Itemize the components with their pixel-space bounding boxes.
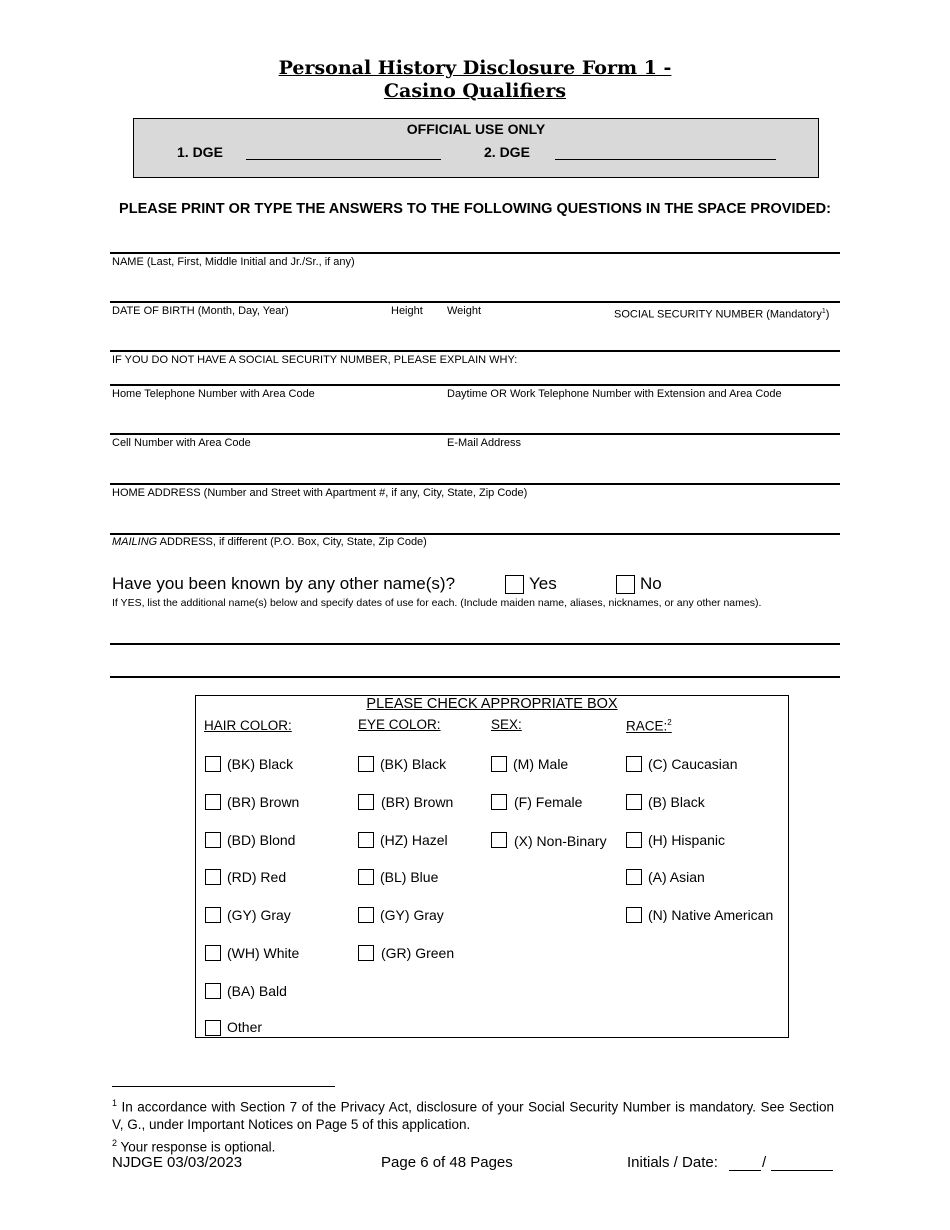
race-checkbox[interactable] bbox=[626, 869, 642, 885]
divider-line bbox=[110, 252, 840, 254]
initials-date-label: Initials / Date: bbox=[627, 1154, 718, 1171]
mailing-address-field[interactable] bbox=[112, 536, 427, 549]
form-title-line2: Casino Qualifiers bbox=[383, 80, 567, 102]
other-names-no-checkbox[interactable] bbox=[616, 575, 635, 594]
ssn-footnote-ref: 1 bbox=[821, 308, 826, 315]
race-header bbox=[626, 718, 672, 734]
page-number: Page 6 of 48 Pages bbox=[381, 1154, 513, 1171]
footnote-1-text: In accordance with Section 7 of the Privacy Act, disclosure of your Social Security Number is mandatory. See Section V, G., under Important Notices on Page 5 of this application. bbox=[112, 1099, 834, 1132]
work-phone-field[interactable]: Daytime OR Work Telephone Number with Extension and Area Code bbox=[447, 388, 782, 400]
eye-checkbox[interactable] bbox=[358, 794, 374, 810]
eye-option-label: (BL) Blue bbox=[380, 869, 439, 885]
hair-checkbox[interactable] bbox=[205, 794, 221, 810]
race-checkbox[interactable] bbox=[626, 832, 642, 848]
dob-field[interactable]: DATE OF BIRTH (Month, Day, Year) bbox=[112, 305, 289, 317]
hair-option-label: (GY) Gray bbox=[227, 907, 291, 923]
home-address-field[interactable]: HOME ADDRESS (Number and Street with Apartment #, if any, City, State, Zip Code) bbox=[112, 487, 528, 499]
other-names-line-1[interactable] bbox=[110, 643, 840, 645]
other-names-note: If YES, list the additional name(s) below and specify dates of use for each. (Include maiden name, aliases, nicknames, or any other names). bbox=[112, 597, 762, 609]
mailing-label: ADDRESS, if different (P.O. Box, City, State, Zip Code) bbox=[157, 536, 427, 548]
eye-option-label: (BR) Brown bbox=[381, 794, 454, 810]
hair-option-label: (RD) Red bbox=[227, 869, 287, 885]
hair-checkbox[interactable] bbox=[205, 832, 221, 848]
hair-option-label: Other bbox=[227, 1019, 263, 1035]
sex-option-label: (M) Male bbox=[513, 756, 569, 772]
sex-option-label: (F) Female bbox=[514, 794, 583, 810]
footnote-2 bbox=[112, 1135, 275, 1156]
sex-checkbox[interactable] bbox=[491, 794, 507, 810]
divider-line bbox=[110, 433, 840, 435]
ssn-label: SOCIAL SECURITY NUMBER (Mandatory bbox=[614, 308, 822, 321]
race-checkbox[interactable] bbox=[626, 907, 642, 923]
hair-option-label: (BA) Bald bbox=[227, 983, 287, 999]
hair-option-label: (WH) White bbox=[227, 945, 300, 961]
divider-line bbox=[110, 350, 840, 352]
initials-date-slash: / bbox=[762, 1154, 767, 1171]
race-header-label: RACE: bbox=[626, 718, 668, 734]
dge1-blank[interactable] bbox=[246, 159, 441, 160]
race-checkbox[interactable] bbox=[626, 756, 642, 772]
instructions: PLEASE PRINT OR TYPE THE ANSWERS TO THE FOLLOWING QUESTIONS IN THE SPACE PROVIDED: bbox=[119, 201, 831, 217]
race-option-label: (H) Hispanic bbox=[648, 832, 726, 848]
divider-line bbox=[110, 301, 840, 303]
hair-option-label: (BR) Brown bbox=[227, 794, 300, 810]
cell-phone-field[interactable]: Cell Number with Area Code bbox=[112, 437, 251, 449]
other-names-yes-checkbox[interactable] bbox=[505, 575, 524, 594]
race-option-label: (B) Black bbox=[648, 794, 705, 810]
ssn-label-close: ) bbox=[825, 308, 830, 321]
eye-checkbox[interactable] bbox=[358, 869, 374, 885]
dge1-label: 1. DGE bbox=[177, 144, 223, 160]
dge2-blank[interactable] bbox=[555, 159, 776, 160]
divider-line bbox=[110, 533, 840, 535]
sex-checkbox[interactable] bbox=[491, 832, 507, 848]
email-field[interactable]: E-Mail Address bbox=[447, 437, 521, 449]
eye-option-label: (HZ) Hazel bbox=[380, 832, 448, 848]
race-option-label: (C) Caucasian bbox=[648, 756, 738, 772]
eye-checkbox[interactable] bbox=[358, 832, 374, 848]
eye-checkbox[interactable] bbox=[358, 756, 374, 772]
initials-blank[interactable] bbox=[729, 1170, 761, 1171]
footnote-2-number: 2 bbox=[112, 1138, 118, 1148]
weight-field[interactable]: Weight bbox=[447, 305, 482, 317]
hair-option-label: (BD) Blond bbox=[227, 832, 296, 848]
date-blank[interactable] bbox=[771, 1170, 833, 1171]
eye-checkbox[interactable] bbox=[358, 945, 374, 961]
sex-option-label: (X) Non-Binary bbox=[514, 833, 607, 849]
hair-checkbox[interactable] bbox=[205, 907, 221, 923]
height-field[interactable]: Height bbox=[391, 305, 423, 317]
home-phone-field[interactable]: Home Telephone Number with Area Code bbox=[112, 388, 315, 400]
eye-option-label: (GY) Gray bbox=[380, 907, 444, 923]
official-use-heading: OFFICIAL USE ONLY bbox=[406, 121, 546, 137]
footnote-separator bbox=[112, 1086, 335, 1087]
hair-checkbox[interactable] bbox=[205, 983, 221, 999]
hair-checkbox[interactable] bbox=[205, 756, 221, 772]
divider-line bbox=[110, 483, 840, 485]
sex-header: SEX: bbox=[491, 717, 522, 732]
race-option-label: (N) Native American bbox=[648, 907, 774, 923]
hair-option-label: (BK) Black bbox=[227, 756, 294, 772]
appropriate-box-title: PLEASE CHECK APPROPRIATE BOX bbox=[366, 696, 618, 712]
name-field[interactable]: NAME (Last, First, Middle Initial and Jr./Sr., if any) bbox=[112, 256, 355, 268]
eye-option-label: (BK) Black bbox=[380, 756, 447, 772]
hair-checkbox[interactable] bbox=[205, 869, 221, 885]
hair-color-header: HAIR COLOR: bbox=[204, 718, 292, 733]
official-use-box bbox=[133, 118, 819, 178]
eye-checkbox[interactable] bbox=[358, 907, 374, 923]
form-id: NJDGE 03/03/2023 bbox=[112, 1154, 243, 1171]
eye-color-header: EYE COLOR: bbox=[358, 717, 441, 732]
dge2-label: 2. DGE bbox=[484, 144, 530, 160]
form-title-line1: Personal History Disclosure Form 1 - bbox=[278, 57, 672, 79]
other-names-no-label: No bbox=[640, 574, 662, 593]
ssn-field[interactable] bbox=[614, 305, 829, 322]
other-names-line-2[interactable] bbox=[110, 676, 840, 678]
hair-checkbox[interactable] bbox=[205, 1020, 221, 1036]
no-ssn-explain-field[interactable]: IF YOU DO NOT HAVE A SOCIAL SECURITY NUMBER, PLEASE EXPLAIN WHY: bbox=[112, 354, 518, 366]
race-checkbox[interactable] bbox=[626, 794, 642, 810]
footnote-1 bbox=[112, 1095, 834, 1133]
hair-checkbox[interactable] bbox=[205, 945, 221, 961]
other-names-question: Have you been known by any other name(s)? bbox=[112, 574, 456, 593]
footnote-1-number: 1 bbox=[112, 1098, 118, 1108]
footnote-2-text: Your response is optional. bbox=[117, 1139, 276, 1155]
race-footnote-ref: 2 bbox=[667, 718, 672, 727]
race-option-label: (A) Asian bbox=[648, 869, 705, 885]
divider-line bbox=[110, 384, 840, 386]
other-names-yes-label: Yes bbox=[529, 574, 557, 593]
sex-checkbox[interactable] bbox=[491, 756, 507, 772]
mailing-italic: MAILING bbox=[112, 536, 158, 548]
eye-option-label: (GR) Green bbox=[381, 945, 455, 961]
